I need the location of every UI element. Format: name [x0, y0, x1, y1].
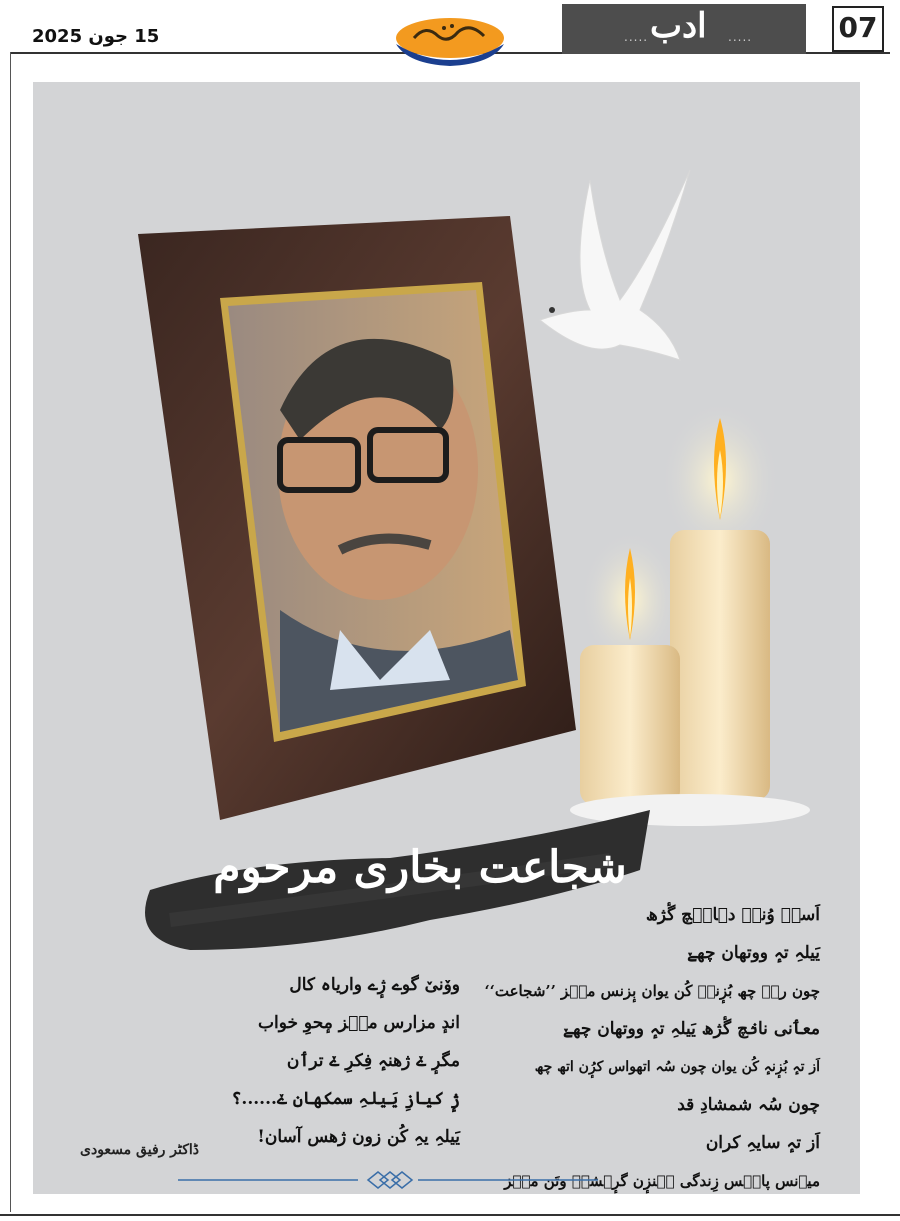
divider-ornament [178, 1168, 598, 1192]
section-dots-left: ..... [624, 30, 649, 44]
page-number-box [832, 6, 884, 52]
verse-line: اَز تہٕ سایہِ کران [705, 1133, 820, 1153]
page-number: 07 [838, 11, 878, 44]
verse-line: چون سُہ شمشادِ قد [677, 1095, 820, 1115]
verse-line: معٲنی نانٛچ گٔژھ یَیلہِ تہٕ ووتھان چھےٚ [563, 1019, 820, 1039]
section-title: ادب [650, 6, 707, 46]
author-name: ڈاکٹر رفیق مسعودی [80, 1142, 200, 1158]
left-stanza [150, 966, 460, 1156]
newspaper-logo [392, 14, 508, 68]
issue-date: 15 جون 2025 [32, 26, 160, 47]
right-stanza [480, 896, 820, 1200]
left-rule [10, 52, 11, 1212]
verse-line: میٲنس پانٛس زِندگی ہٕنزٕن گرٕہشہٕ وتَن منٛز [504, 1172, 820, 1190]
verse-line: ژٕ کیازِ یَیلہِ سمکھان ےٚ......؟ [231, 1089, 460, 1109]
section-dots-right: ..... [728, 30, 753, 44]
dove-illustration [530, 160, 700, 390]
portrait-frame [130, 210, 590, 830]
verse-line: اندٕ مزارس منٛز مٕحوِ خواب [258, 1013, 460, 1033]
verse-line: یَیلہِ یہِ کُن زون ژھس آسان! [257, 1127, 460, 1147]
verse-line: اَسہِ وُنہٕ دہانٛچ گٔژھ [645, 905, 820, 925]
verse-line: اَز تہٕ بُزٕنہٕ کُن یوان چون سُہ اتھواس کرُٕن اتھ چھ [534, 1059, 820, 1075]
verse-line: چون رہے چھ بُزٕنہٕ کُن یوان بٕزنس منٛز ’’شجاعت‘‘ [484, 982, 820, 1000]
verse-line: مگرٕ ےٚ ژھنہٕ فِکرِ ےٚ ترٲن [286, 1051, 460, 1071]
article-title: شجاعت بخاری مرحوم [213, 842, 627, 893]
verse-line: یَیلہِ تہٕ ووتھان چھےٚ [687, 943, 820, 963]
candles-illustration [570, 400, 830, 830]
footer-rule [0, 1214, 900, 1216]
verse-line: ووٚنیٚ گوے ژٕے واریاہ کال [289, 975, 460, 995]
